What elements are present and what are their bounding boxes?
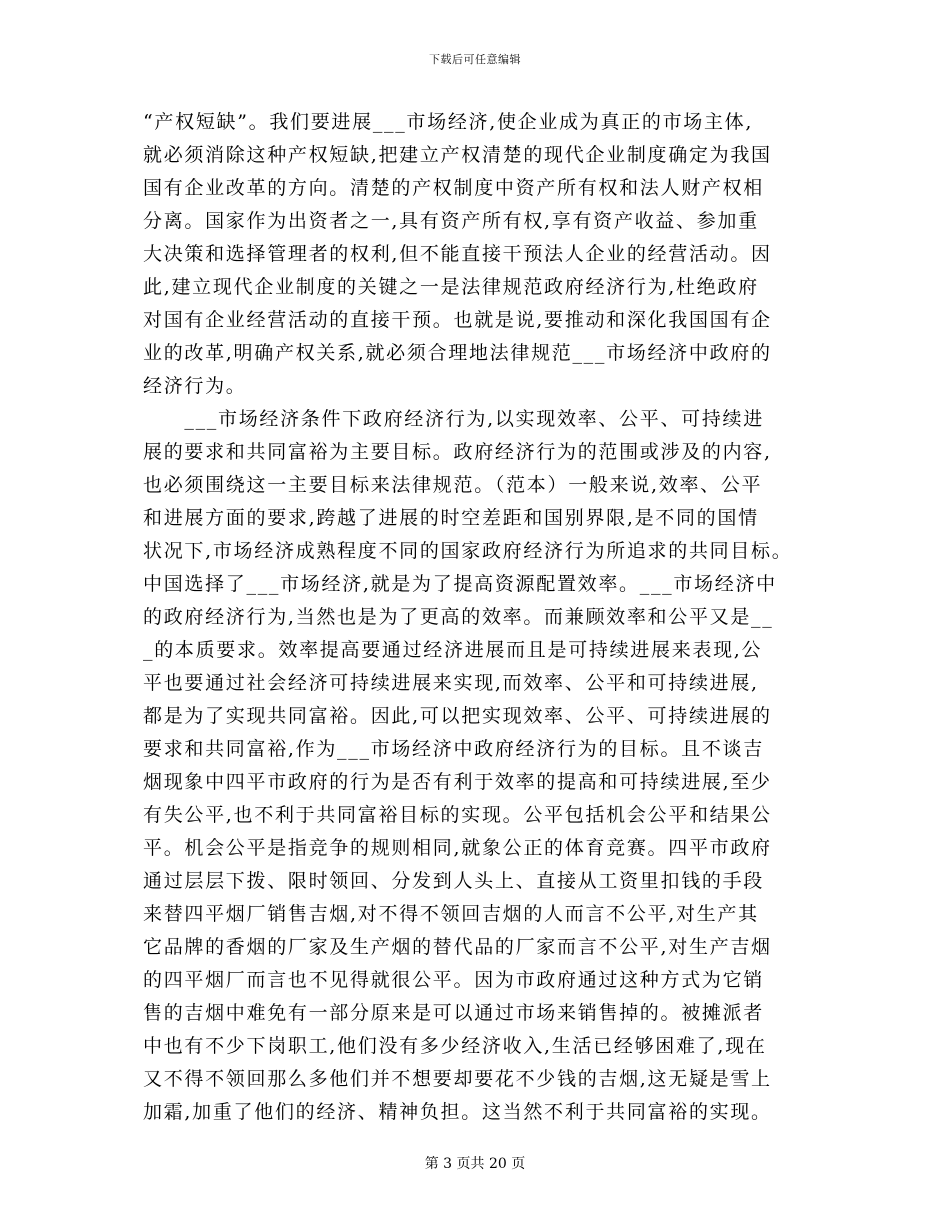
text-line: 要求和共同富裕,作为___市场经济中政府经济行为的目标。且不谈吉 xyxy=(143,738,764,760)
text-line: 也必须围绕这一主要目标来法律规范。（范本）一般来说,效率、公平 xyxy=(143,474,763,496)
paragraph-start-line: ___市场经济条件下政府经济行为,以实现效率、公平、可持续进 xyxy=(143,408,764,430)
text-line: 通过层层下拨、限时领回、分发到人头上、直接从工资里扣钱的手段 xyxy=(143,870,765,892)
text-line: 展的要求和共同富裕为主要目标。政府经济行为的范围或涉及的内容, xyxy=(143,441,772,463)
text-line: 平也要通过社会经济可持续进展来实现,而效率、公平和可持续进展, xyxy=(143,672,759,694)
text-line: 烟现象中四平市政府的行为是否有利于效率的提高和可持续进展,至少 xyxy=(143,771,772,793)
text-line: 经济行为。 xyxy=(143,375,247,397)
text-line: 国有企业改革的方向。清楚的产权制度中资产所有权和法人财产权相 xyxy=(143,177,765,199)
page-number-footer: 第 3 页共 20 页 xyxy=(424,1156,526,1172)
text-line: 的四平烟厂而言也不见得就很公平。因为市政府通过这种方式为它销 xyxy=(143,969,765,991)
text-line: 和进展方面的要求,跨越了进展的时空差距和国别界限,是不同的国情 xyxy=(143,507,759,529)
text-line: 来替四平烟厂销售吉烟,对不得不领回吉烟的人而言不公平,对生产其 xyxy=(143,903,759,925)
text-line: 售的吉烟中难免有一部分原来是可以通过市场来销售掉的。被摊派者 xyxy=(143,1002,765,1024)
text-line: 加霜,加重了他们的经济、精神负担。这当然不利于共同富裕的实现。 xyxy=(143,1101,772,1123)
page-header: 下载后可任意编辑 xyxy=(429,53,521,66)
document-body xyxy=(143,106,813,1129)
text-line: 大决策和选择管理者的权利,但不能直接干预法人企业的经营活动。因 xyxy=(143,243,772,265)
text-line: 状况下,市场经济成熟程度不同的国家政府经济行为所追求的共同目标。 xyxy=(143,540,793,562)
text-line: 平。机会公平是指竞争的规则相同,就象公正的体育竞赛。四平市政府 xyxy=(143,837,772,859)
text-line: 业的改革,明确产权关系,就必须合理地法律规范___市场经济中政府的 xyxy=(143,342,772,364)
text-line: “产权短缺”。我们要进展___市场经济,使企业成为真正的市场主体, xyxy=(143,111,754,133)
text-line: 此,建立现代企业制度的关键之一是法律规范政府经济行为,杜绝政府 xyxy=(143,276,759,298)
text-line: 中也有不少下岗职工,他们没有多少经济收入,生活已经够困难了,现在 xyxy=(143,1035,767,1057)
text-line: 它品牌的香烟的厂家及生产烟的替代品的厂家而言不公平,对生产吉烟 xyxy=(143,936,772,958)
text-line: 有失公平,也不利于共同富裕目标的实现。公平包括机会公平和结果公 xyxy=(143,804,772,826)
text-line: _的本质要求。效率提高要通过经济进展而且是可持续进展来表现,公 xyxy=(143,639,763,661)
text-line: 又不得不领回那么多他们并不想要却要花不少钱的吉烟,这无疑是雪上 xyxy=(143,1068,772,1090)
text-line: 都是为了实现共同富裕。因此,可以把实现效率、公平、可持续进展的 xyxy=(143,705,772,727)
text-line: 分离。国家作为出资者之一,具有资产所有权,享有资产收益、参加重 xyxy=(143,210,759,232)
text-line: 对国有企业经营活动的直接干预。也就是说,要推动和深化我国国有企 xyxy=(143,309,772,331)
text-line: 的政府经济行为,当然也是为了更高的效率。而兼顾效率和公平又是__ xyxy=(143,606,774,628)
text-line: 就必须消除这种产权短缺,把建立产权清楚的现代企业制度确定为我国 xyxy=(143,144,772,166)
text-line: 中国选择了___市场经济,就是为了提高资源配置效率。___市场经济中 xyxy=(143,573,777,595)
